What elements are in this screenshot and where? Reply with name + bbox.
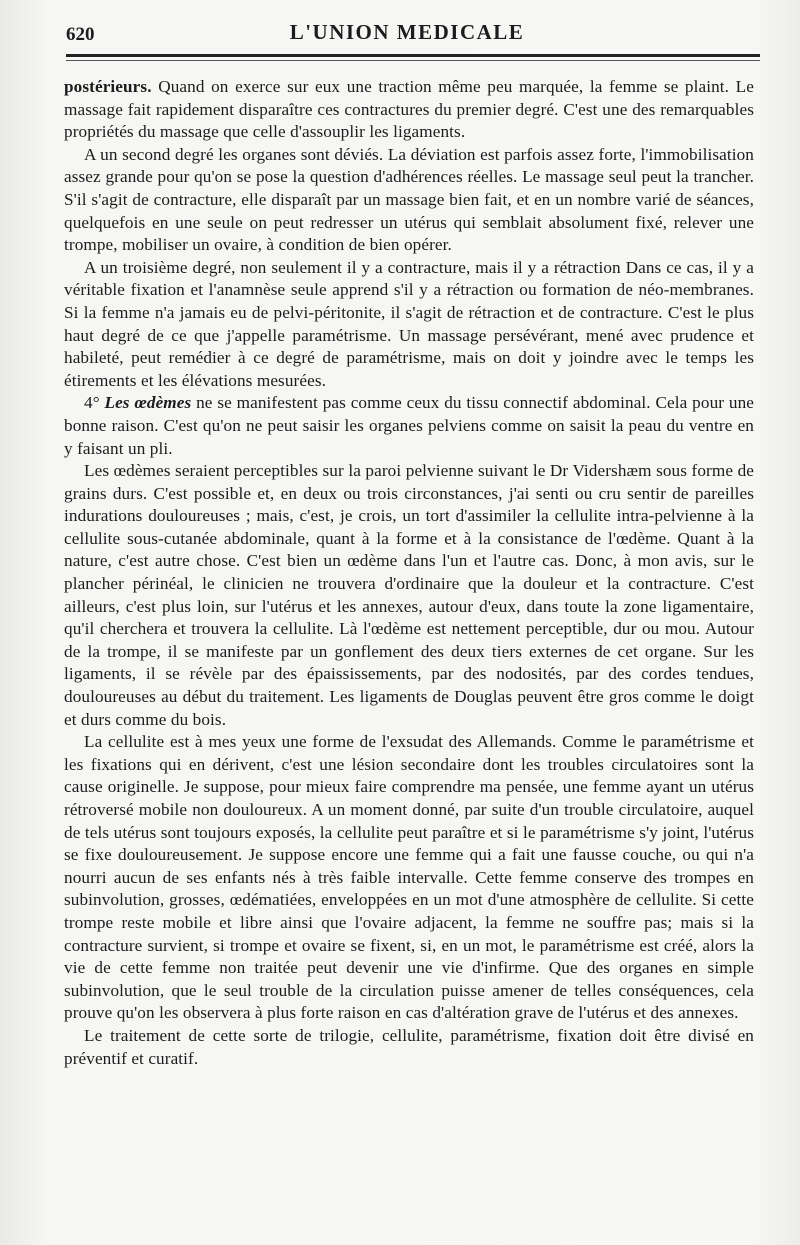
paragraph-text: Le traitement de cette sorte de trilogie, cellulite, paramétrisme, fixation doit être divisé en préventif et curatif. (64, 1025, 754, 1068)
paragraph-1 (64, 76, 754, 144)
paragraph-lead: postérieurs. (64, 77, 152, 96)
paragraph-text: Quand on exerce sur eux une traction même peu marquée, la femme se plaint. Le massage fait rapidement disparaître ces contractures du premier degré. C'est une des remarquables propriétés du massage que celle d'assouplir les ligaments. (64, 77, 754, 142)
paragraph-2 (64, 144, 754, 257)
running-header (66, 18, 748, 48)
paragraph-5 (64, 460, 754, 731)
paragraph-text: A un second degré les organes sont déviés. La déviation est parfois assez forte, l'immobilisation assez grande pour qu'on se pose la question d'adhérences réelles. Le massage seul peut la trancher. S'il s'agit de contracture, elle disparaît par un massage bien fait, et en un nombre varié de séances, quelquefois en une seule on peut redresser un utérus qui semblait absolument fixé, relever une trompe, mobiliser un ovaire, à condition de bien opérer. (64, 144, 754, 255)
paragraph-text: Les œdèmes seraient perceptibles sur la paroi pelvienne suivant le Dr Vidershæm sous forme de grains durs. C'est possible et, en deux ou trois circonstances, j'ai senti ou cru sentir de pareilles indurations douloureuses ; mais, c'est, je crois, un tort d'assimiler la cellulite intra-pelvienne à la cellulite sous-cutanée abdominale, quant à la forme et à la consistance de l'œdème. Quant à la nature, c'est autre chose. C'est bien un œdème dans l'un et l'autre cas. Donc, à mon avis, sur le plancher périnéal, le clinicien ne trouvera d'ordinaire que la douleur et la contracture. C'est ailleurs, c'est plus loin, sur l'utérus et les annexes, autour d'eux, dans toute la zone ligamentaire, qu'il cherchera et trouvera la cellulite. Là l'œdème est nettement perceptible, dur ou mou. Autour de la trompe, il se manifeste par un gonflement des deux tiers externes de cet organe. Sur les ligaments, il se révèle par des épaississements, par des nodosités, par des cordes tendues, douloureuses au début du traitement. Les ligaments de Douglas peuvent être gros comme le doigt et durs comme du bois. (64, 461, 754, 729)
paragraph-text: A un troisième degré, non seulement il y a contracture, mais il y a rétraction Dans ce cas, il y a véritable fixation et l'anamnèse seule apprend s'il y a rétraction ou formation de néo-membranes. Si la femme n'a jamais eu de pelvi-péritonite, il s'agit de rétraction et de contracture. C'est le plus haut degré de ce que j'appelle paramétrisme. Un massage persévérant, mené avec prudence et habileté, peut remédier à ce degré de paramétrisme, mais on doit y joindre avec le temps les étirements et les élévations mesurées. (64, 257, 754, 390)
header-rule-thin (66, 60, 760, 61)
paragraph-text: ne se manifestent pas comme ceux du tissu connectif abdominal. Cela pour une bonne raison. C'est qu'on ne peut saisir les organes pelviens comme on saisit la peau du ventre en y faisant un pli. (64, 393, 754, 458)
paragraph-3 (64, 257, 754, 393)
paragraph-prefix: 4° (84, 393, 105, 413)
paragraph-6 (64, 731, 754, 1025)
journal-title: L'UNION MEDICALE (289, 20, 525, 44)
header-rule (66, 54, 760, 57)
paragraph-4 (64, 392, 754, 460)
section-heading-oedemes: Les œdèmes (104, 393, 192, 413)
article-body (64, 76, 754, 1070)
paragraph-text: La cellulite est à mes yeux une forme de l'exsudat des Allemands. Comme le paramétrisme et les fixations qui en dérivent, c'est une lésion secondaire dont les troubles circulatoires sont la cause originelle. Je suppose, pour mieux faire comprendre ma pensée, une femme ayant un utérus rétroversé mobile non douloureux. A un moment donné, par suite d'un trouble circulatoire, auquel de tels utérus sont toujours exposés, la cellulite peut paraître et si le paramétrisme s'y joint, l'utérus se fixe douloureusement. Je suppose encore une femme qui a fait une fausse couche, ou qui n'a nourri aucun de ses enfants nés à très faible intervalle. Cette femme conserve des trompes en subinvolution, grosses, œdématiées, enveloppées en un mot d'une atmosphère de cellulite. Si cette trompe reste mobile et libre ainsi que l'ovaire adjacent, la femme ne souffre pas; mais si la contracture survient, si trompe et ovaire se fixent, si, en un mot, le paramétrisme est créé, alors la vie de cette femme non traitée peut devenir une vie d'infirme. Que des organes en simple subinvolution, que le seul trouble de la circulation puisse amener de telles conséquences, cela prouve qu'on les observera à plus forte raison en cas d'altération grave de l'utérus et des annexes. (64, 732, 754, 1023)
paragraph-7 (64, 1025, 754, 1070)
page-number: 620 (66, 24, 95, 45)
